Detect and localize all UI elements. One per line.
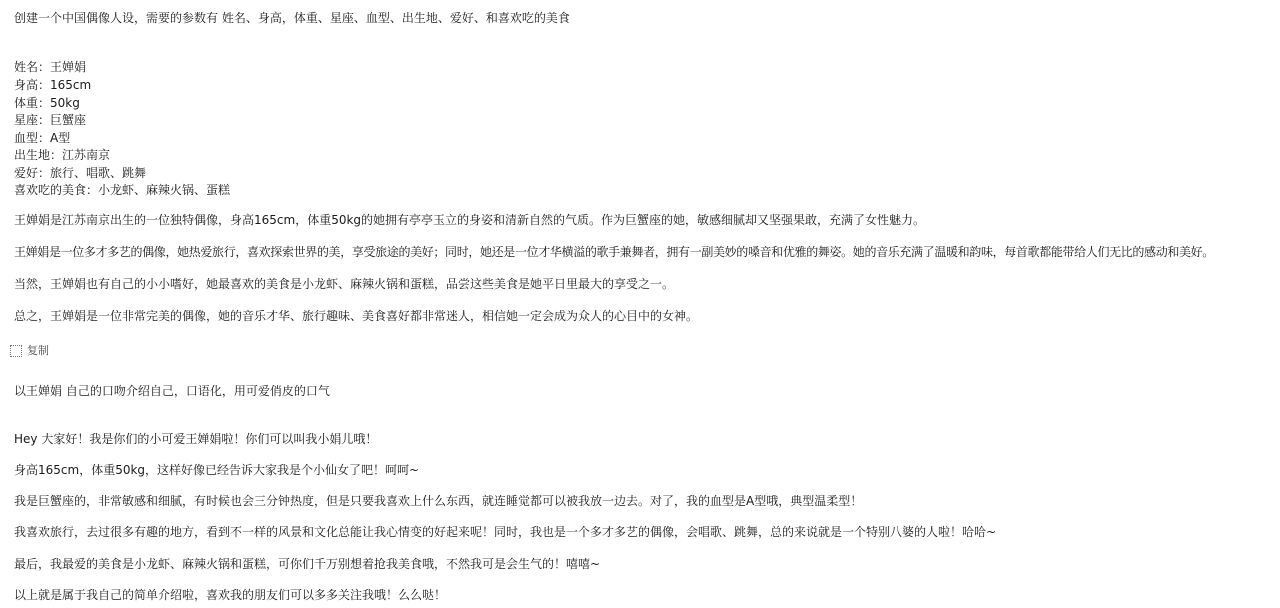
- profile-weight: 体重：50kg: [14, 96, 80, 110]
- profile-sign: 星座：巨蟹座: [14, 113, 87, 127]
- copy-icon: [10, 345, 22, 357]
- response-paragraph: 总之，王婵娟是一位非常完美的偶像，她的音乐才华、旅行趣味、美食喜好都非常迷人，相信她一定会成为众人的心目中的女神。: [14, 309, 699, 323]
- response-paragraph: 王婵娟是一位多才多艺的偶像，她热爱旅行，喜欢探索世界的美，享受旅途的美好；同时，她还是一位才华横溢的歌手兼舞者，拥有一副美妙的嗓音和优雅的舞姿。她的音乐充满了温暖和韵味，每首歌都能带给人们无比的感动和美好。: [14, 245, 1214, 259]
- prompt-text: 以王婵娟 自己的口吻介绍自己，口语化，用可爱俏皮的口气: [14, 384, 330, 398]
- copy-button[interactable]: [10, 342, 49, 359]
- copy-label: 复制: [27, 344, 49, 357]
- intro-paragraph: 以上就是属于我自己的简单介绍啦，喜欢我的朋友们可以多多关注我哦！么么哒！: [14, 588, 447, 602]
- intro-paragraph: 我喜欢旅行，去过很多有趣的地方，看到不一样的风景和文化总能让我心情变的好起来呢！同时，我也是一个多才多艺的偶像，会唱歌、跳舞，总的来说就是一个特别八婆的人啦！哈哈~: [14, 525, 997, 539]
- intro-paragraph: 我是巨蟹座的，非常敏感和细腻，有时候也会三分钟热度，但是只要我喜欢上什么东西，就连睡觉都可以被我放一边去。对了，我的血型是A型哦，典型温柔型！: [14, 494, 863, 508]
- intro-paragraph: 最后，我最爱的美食是小龙虾、麻辣火锅和蛋糕，可你们千万别想着抢我美食哦，不然我可是会生气的！嘻嘻~: [14, 557, 601, 571]
- profile-height: 身高：165cm: [14, 78, 92, 92]
- profile-blood: 血型：A型: [14, 131, 71, 145]
- profile-birthplace: 出生地：江苏南京: [14, 148, 111, 162]
- prompt-text: 创建一个中国偶像人设，需要的参数有 姓名、身高，体重、星座、血型、出生地、爱好、和喜欢吃的美食: [14, 11, 570, 25]
- profile-name: 姓名：王婵娟: [14, 60, 87, 74]
- response-paragraph: 王婵娟是江苏南京出生的一位独特偶像，身高165cm，体重50kg的她拥有亭亭玉立的身姿和清新自然的气质。作为巨蟹座的她，敏感细腻却又坚强果敢，充满了女性魅力。: [14, 213, 926, 227]
- profile-foods: 喜欢吃的美食：小龙虾、麻辣火锅、蛋糕: [14, 183, 231, 197]
- response-paragraph: 当然，王婵娟也有自己的小小嗜好，她最喜欢的美食是小龙虾、麻辣火锅和蛋糕，品尝这些美食是她平日里最大的享受之一。: [14, 277, 675, 291]
- intro-paragraph: 身高165cm，体重50kg，这样好像已经告诉大家我是个小仙女了吧！呵呵~: [14, 463, 420, 477]
- profile-hobbies: 爱好：旅行、唱歌、跳舞: [14, 166, 147, 180]
- intro-paragraph: Hey 大家好！我是你们的小可爱王婵娟啦！你们可以叫我小娟儿哦！: [14, 432, 378, 446]
